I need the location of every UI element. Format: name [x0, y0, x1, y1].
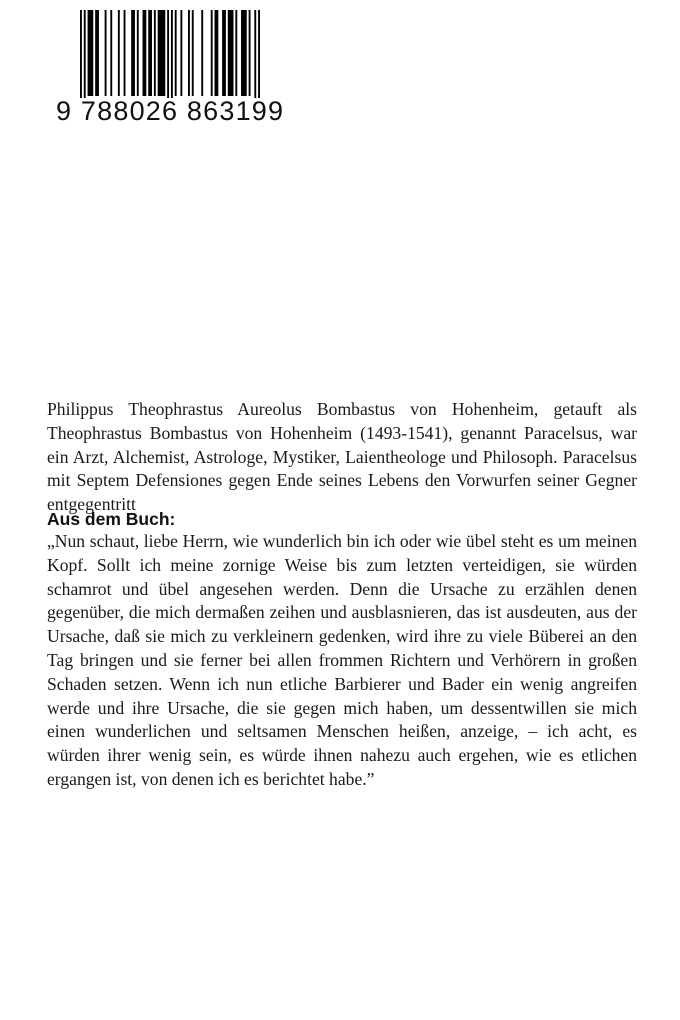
- book-description: Philippus Theophrastus Aureolus Bombastus von Hohenheim, getauft als Theophrastus Bombastus von Hohenheim (1493-1541), genannt Paracelsus, war ein Arzt, Alchemist, Astrologe, Mystiker, Laientheologe und Philosoph. Paracelsus mit Septem Defensiones gegen Ende seines Lebens den Vorwurfen seiner Gegner entgegentritt: [47, 399, 637, 515]
- barcode-bar: [228, 10, 234, 96]
- barcode-bar: [241, 10, 247, 96]
- barcode-bar: [201, 10, 203, 96]
- barcode-bar: [88, 10, 94, 96]
- isbn-digits: 9 788026 863199: [56, 96, 285, 126]
- barcode-bar: [148, 10, 152, 96]
- barcode-bar: [143, 10, 147, 96]
- barcode-bar: [95, 10, 99, 96]
- barcode-bar: [211, 10, 213, 96]
- barcode-bar: [118, 10, 120, 96]
- barcode-bar: [235, 10, 237, 96]
- barcode: [56, 2, 285, 126]
- barcode-bar: [105, 10, 107, 96]
- barcode-bar: [137, 10, 139, 96]
- book-excerpt: „Nun schaut, liebe Herrn, wie wunderlich bin ich oder wie übel steht es um meinen Kopf. Sollt ich meine zornige Weise bis zum letzten verteidigen, sie würden schamrot und übel angesehen werden. Denn die Ursache zu erzählen denen gegenüber, die mich dermaßen zeihen und ausblasnieren, das ist ausdeuten, aus der Ursache, daß sie mich zu verkleinern gedenken, wird ihre zu viele Büberei an den Tag bringen und sie ferner bei allen frommen Richtern und Verhörern in großen Schaden setzen. Wenn ich nun etliche Barbierer und Bader ein wenig angreifen werde und ihre Ursache, die sie gegen mich haben, um dessentwillen sie mich einen wunderlichen und seltsamen Menschen heißen, anzeige, – ich acht, es würden ihrer wenig sein, es würde ihnen nahezu auch ergehen, wie es etlichen ergangen ist, von denen ich es berichtet habe.”: [47, 531, 637, 789]
- ean13-barcode-icon: [80, 2, 260, 98]
- barcode-bar: [215, 10, 219, 96]
- barcode-bar: [84, 10, 86, 98]
- barcode-bar: [110, 10, 112, 96]
- barcode-bar: [175, 10, 177, 96]
- barcode-bar: [158, 10, 166, 96]
- barcode-bar: [154, 10, 156, 96]
- barcode-bar: [188, 10, 190, 96]
- barcode-bar: [254, 10, 256, 98]
- excerpt-heading: Aus dem Buch:: [47, 509, 176, 529]
- barcode-bar: [249, 10, 251, 96]
- barcode-bar: [258, 10, 260, 98]
- barcode-bar: [192, 10, 194, 96]
- barcode-bar: [80, 10, 82, 98]
- barcode-bar: [222, 10, 226, 96]
- barcode-bar: [124, 10, 126, 96]
- barcode-bar: [167, 10, 169, 98]
- barcode-bar: [171, 10, 173, 98]
- barcode-bar: [131, 10, 135, 96]
- barcode-bar: [180, 10, 182, 96]
